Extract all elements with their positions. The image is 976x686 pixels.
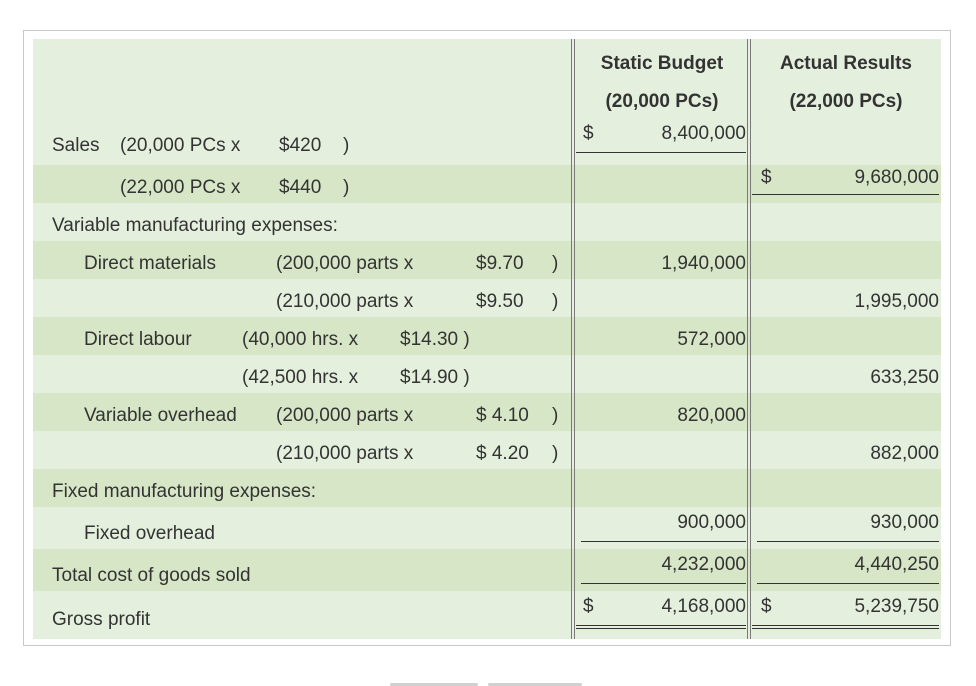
dm-price-actual: $9.50	[476, 291, 524, 312]
column-divider	[750, 39, 751, 639]
sales-price: $420	[279, 135, 322, 156]
closing-paren: )	[552, 291, 559, 312]
closing-paren: )	[343, 135, 350, 156]
dl-hours: (40,000 hrs. x	[242, 329, 359, 350]
vo-quantity-actual: (210,000 parts x	[276, 443, 414, 464]
dl-rate: $14.30 )	[400, 329, 470, 350]
closing-paren: )	[552, 443, 559, 464]
dl-hours-actual: (42,500 hrs. x	[242, 367, 359, 388]
variable-overhead-label: Variable overhead	[84, 405, 237, 426]
budget-table	[33, 39, 941, 639]
vo-rate-actual: $ 4.20	[476, 443, 529, 464]
column-divider	[747, 39, 748, 639]
underline	[581, 583, 746, 584]
gp-static-value: 4,168,000	[661, 596, 746, 617]
actual-results-units: (22,000 PCs)	[789, 91, 903, 112]
underline	[752, 194, 939, 195]
underline	[581, 541, 746, 542]
table-frame	[23, 30, 951, 646]
underline	[576, 152, 746, 153]
column-divider	[574, 39, 575, 639]
dm-quantity: (200,000 parts x	[276, 253, 414, 274]
fo-static-value: 900,000	[677, 512, 746, 533]
vo-static-value: 820,000	[677, 405, 746, 426]
fixed-overhead-label: Fixed overhead	[84, 523, 215, 544]
dl-rate-actual: $14.90 )	[400, 367, 470, 388]
direct-labour-label: Direct labour	[84, 329, 192, 350]
vo-quantity: (200,000 parts x	[276, 405, 414, 426]
column-divider	[571, 39, 572, 639]
vo-rate: $ 4.10	[476, 405, 529, 426]
fo-actual-value: 930,000	[870, 512, 939, 533]
static-budget-units: (20,000 PCs)	[605, 91, 719, 112]
dm-price: $9.70	[476, 253, 524, 274]
sales-quantity: (20,000 PCs x	[120, 135, 241, 156]
sales-static-value: 8,400,000	[661, 123, 746, 144]
dollar-sign: $	[583, 596, 594, 617]
dollar-sign: $	[583, 123, 594, 144]
underline	[757, 583, 939, 584]
double-underline	[752, 625, 939, 629]
sales-label: Sales	[52, 135, 100, 156]
actual-results-heading: Actual Results	[780, 53, 912, 74]
direct-materials-label: Direct materials	[84, 253, 216, 274]
section-heading-fixed: Fixed manufacturing expenses:	[52, 481, 317, 502]
sales-quantity-actual: (22,000 PCs x	[120, 177, 241, 198]
dollar-sign: $	[761, 167, 772, 188]
dm-quantity-actual: (210,000 parts x	[276, 291, 414, 312]
dm-actual-value: 1,995,000	[854, 291, 939, 312]
total-cogs-label: Total cost of goods sold	[52, 565, 251, 586]
closing-paren: )	[552, 405, 559, 426]
cogs-static-value: 4,232,000	[661, 554, 746, 575]
gross-profit-label: Gross profit	[52, 609, 151, 630]
closing-paren: )	[343, 177, 350, 198]
gp-actual-value: 5,239,750	[854, 596, 939, 617]
sales-price-actual: $440	[279, 177, 322, 198]
sales-actual-value: 9,680,000	[854, 167, 939, 188]
dollar-sign: $	[761, 596, 772, 617]
static-budget-heading: Static Budget	[600, 53, 724, 74]
dl-static-value: 572,000	[677, 329, 746, 350]
underline	[757, 541, 939, 542]
cogs-actual-value: 4,440,250	[854, 554, 939, 575]
closing-paren: )	[552, 253, 559, 274]
dm-static-value: 1,940,000	[661, 253, 746, 274]
double-underline	[576, 625, 746, 629]
section-heading-variable: Variable manufacturing expenses:	[52, 215, 338, 236]
dl-actual-value: 633,250	[870, 367, 939, 388]
vo-actual-value: 882,000	[870, 443, 939, 464]
